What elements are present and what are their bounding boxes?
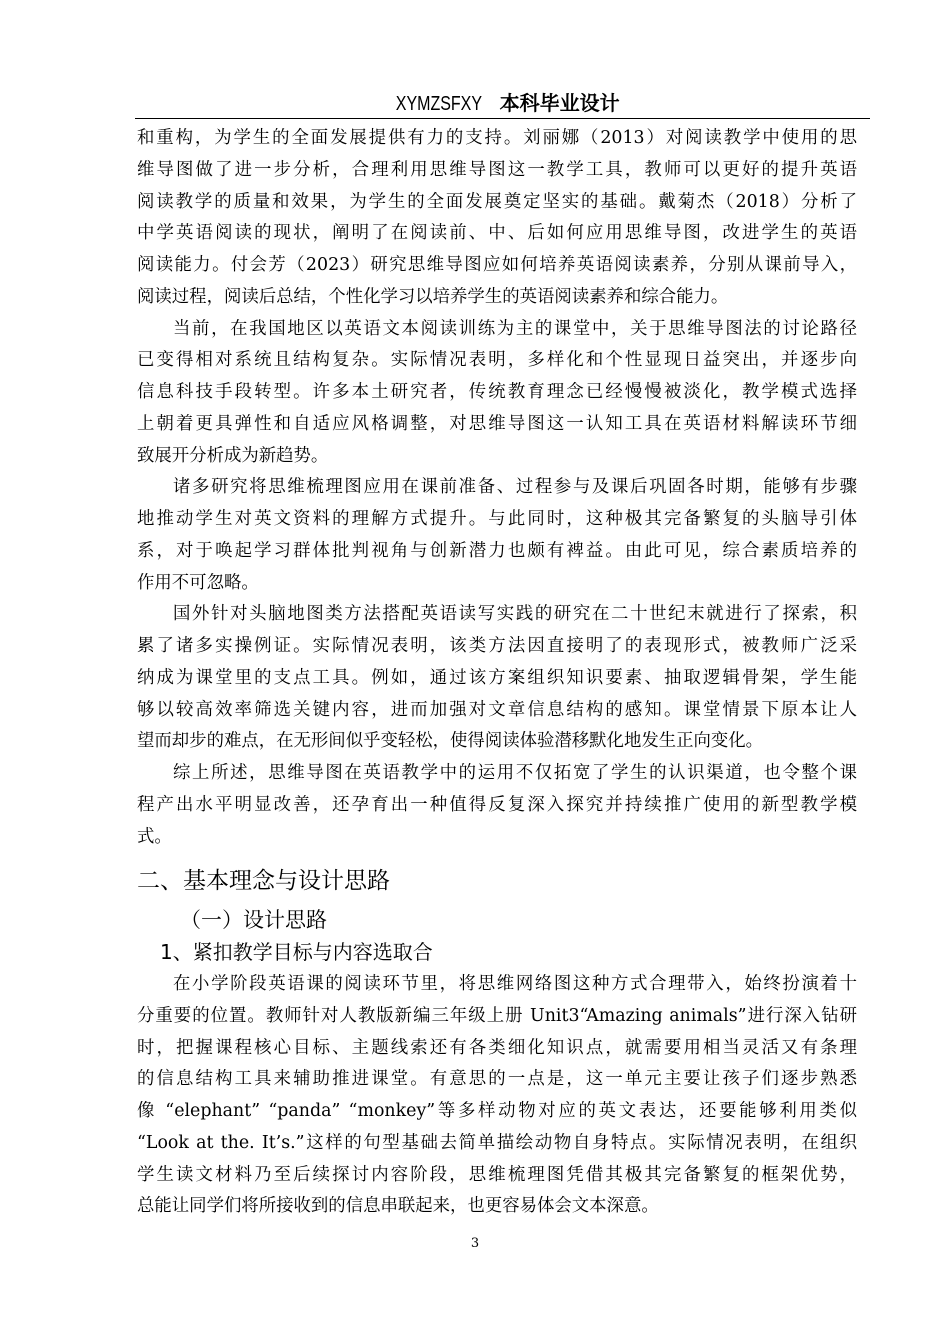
paragraph-line: 分重要的位置。教师针对人教版新编三年级上册 Unit3“Amazing animals”进行深入钻研	[137, 1005, 857, 1026]
paragraph-line: 地推动学生对英文资料的理解方式提升。与此同时，这种极其完备繁复的头脑导引体	[137, 509, 857, 529]
paragraph-line: 累了诸多实操例证。实际情况表明，该类方法因直接明了的表现形式，被教师广泛采	[137, 636, 857, 656]
page-number: 3	[470, 1236, 480, 1251]
subsection-heading: （一）设计思路	[180, 908, 327, 932]
paragraph-line: 系，对于唤起学习群体批判视角与创新潜力也颇有裨益。由此可见，综合素质培养的	[137, 540, 857, 561]
paragraph-line: 和重构，为学生的全面发展提供有力的支持。刘丽娜（2013）对阅读教学中使用的思	[137, 128, 857, 148]
paragraph-line: 学生读文材料乃至后续探讨内容阶段，思维梳理图凭借其极其完备繁复的框架优势，	[137, 1164, 857, 1185]
paragraph-line: 程产出水平明显改善，还孕育出一种值得反复深入探究并持续推广使用的新型教学模	[137, 794, 857, 815]
paragraph-line: 在小学阶段英语课的阅读环节里，将思维网络图这种方式合理带入，始终扮演着十	[173, 974, 857, 994]
paragraph-line: “Look at the. It’s.”这样的句型基础去简单描绘动物自身特点。实际情况表明，在组织	[137, 1132, 857, 1153]
paragraph-line: 诸多研究将思维梳理图应用在课前准备、过程参与及课后巩固各时期，能够有步骤	[173, 477, 857, 498]
paragraph-line: 已变得相对系统且结构复杂。实际情况表明，多样化和个性显现日益突出，并逐步向	[137, 350, 857, 371]
paragraph-line: 纳成为课堂里的支点工具。例如，通过该方案组织知识要素、抽取逻辑骨架，学生能	[137, 667, 857, 688]
paragraph-line: 像 “elephant” “panda” “monkey”等多样动物对应的英文表达，还要能够利用类似	[137, 1101, 857, 1121]
paragraph-line: 信息科技手段转型。许多本土研究者，传统教育理念已经慢慢被淡化，教学模式选择	[137, 382, 857, 402]
paragraph-line: 当前，在我国地区以英语文本阅读训练为主的课堂中，关于思维导图法的讨论路径	[173, 318, 857, 339]
paragraph-line: 阅读能力。付会芳（2023）研究思维导图应如何培养英语阅读素养，分别从课前导入，	[137, 255, 857, 275]
paragraph-line: 阅读教学的质量和效果，为学生的全面发展奠定坚实的基础。戴菊杰（2018）分析了	[137, 191, 857, 212]
paragraph-line: 阅读过程，阅读后总结，个性化学习以培养学生的英语阅读素养和综合能力。	[137, 286, 729, 307]
paragraph-line: 国外针对头脑地图类方法搭配英语读写实践的研究在二十世纪末就进行了探索，积	[173, 604, 857, 625]
paragraph-line: 式。	[137, 826, 172, 847]
subsubsection-heading: 1、紧扣教学目标与内容选取合	[160, 940, 433, 964]
paragraph-line: 总能让同学们将所接收到的信息串联起来，也更容易体会文本深意。	[137, 1196, 659, 1217]
header-code: XYMZSFXY	[396, 93, 483, 115]
paragraph-line: 中学英语阅读的现状，阐明了在阅读前、中、后如何应用思维导图，改进学生的英语	[137, 223, 857, 244]
paragraph-line: 上朝着更具弹性和自适应风格调整，对思维导图这一认知工具在英语材料解读环节细	[137, 413, 857, 434]
paragraph-line: 望而却步的难点，在无形间似乎变轻松，使得阅读体验潜移默化地发生正向变化。	[137, 731, 764, 752]
paragraph-line: 够以较高效率筛选关键内容，进而加强对文章信息结构的感知。课堂情景下原本让人	[137, 699, 857, 720]
paragraph-line: 的信息结构工具来辅助推进课堂。有意思的一点是，这一单元主要让孩子们逐步熟悉	[137, 1069, 857, 1090]
paragraph-line: 维导图做了进一步分析，合理利用思维导图这一教学工具，教师可以更好的提升英语	[137, 159, 857, 180]
paragraph-line: 综上所述，思维导图在英语教学中的运用不仅拓宽了学生的认识渠道，也令整个课	[173, 763, 857, 783]
paragraph-line: 时，把握课程核心目标、主题线索还有各类细化知识点，就需要用相当灵活又有条理	[137, 1037, 857, 1058]
paragraph-line: 作用不可忽略。	[137, 572, 259, 593]
page-header	[135, 88, 870, 119]
section-heading: 二、基本理念与设计思路	[137, 868, 390, 894]
header-title: 本科毕业设计	[499, 91, 620, 115]
paragraph-line: 致展开分析成为新趋势。	[137, 445, 329, 466]
